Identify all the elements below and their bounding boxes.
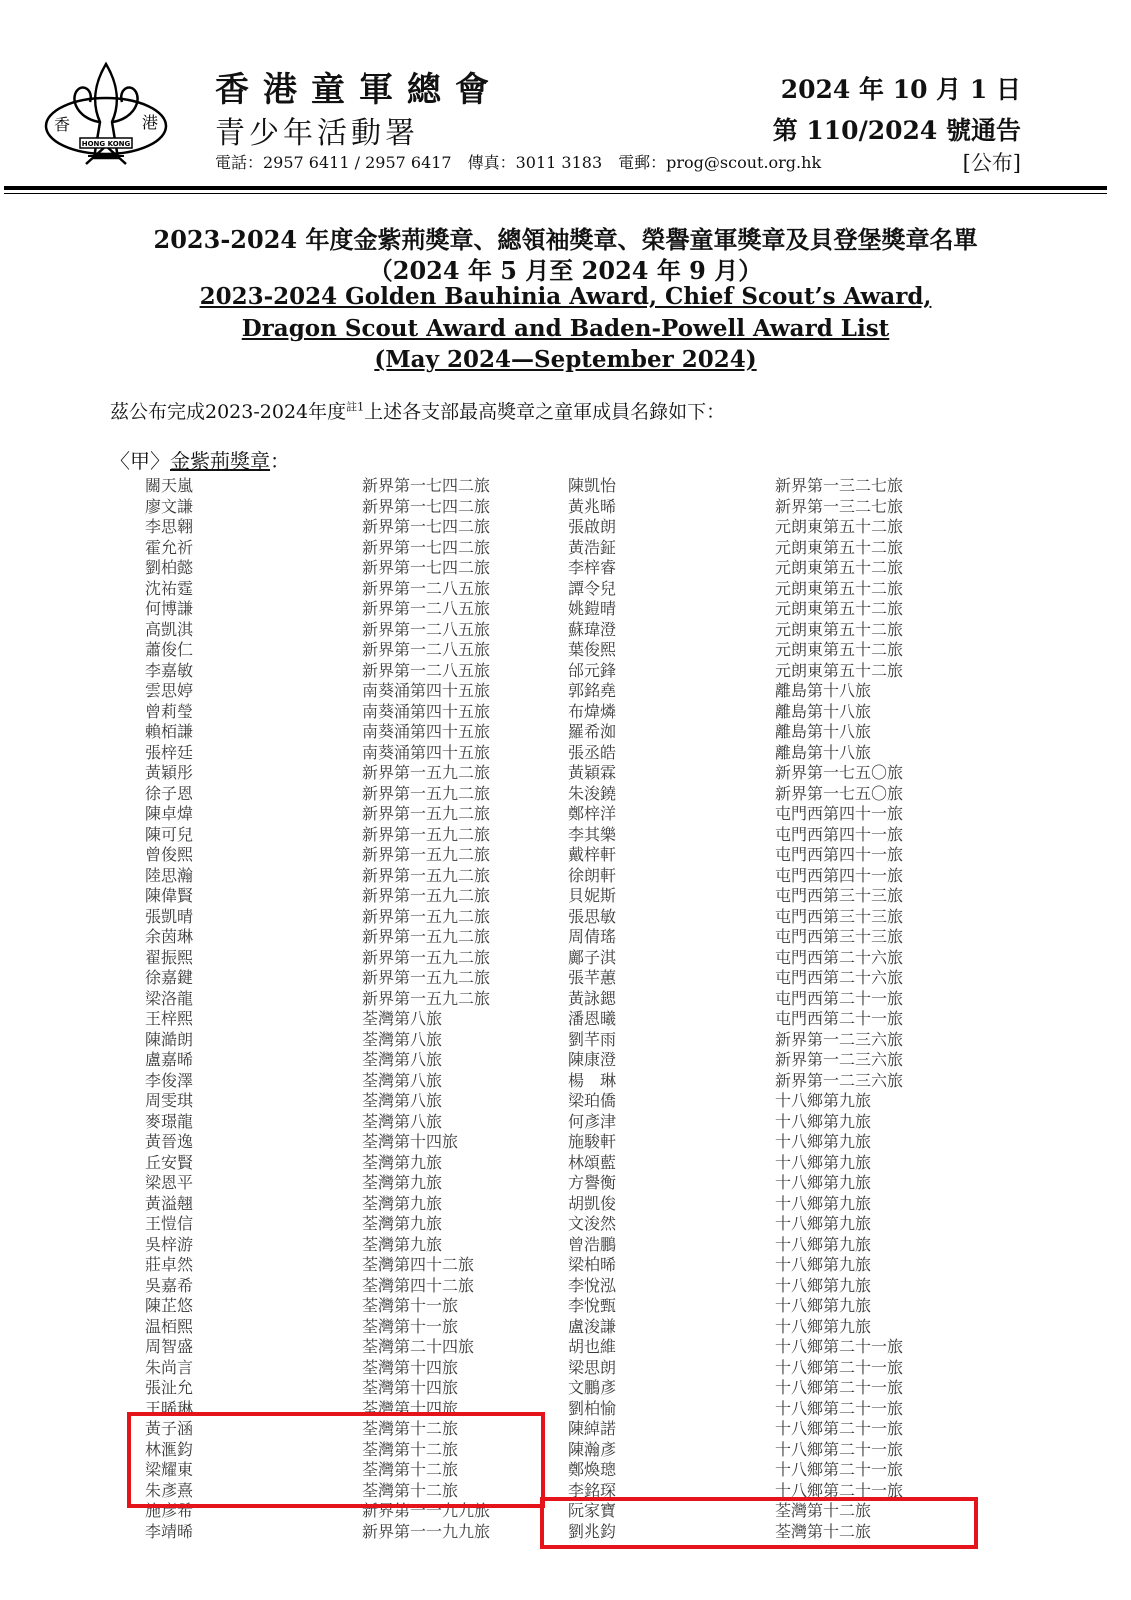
member-name: 李靖晞 [145,1521,194,1541]
table-row [0,1091,1131,1112]
group-name: 十八鄉第二十一旅 [775,1439,904,1459]
group-name: 新界第一五九二旅 [362,763,491,782]
group-name: 新界第一一九九旅 [362,1521,491,1541]
member-name: 李其樂 [568,824,617,844]
group-name: 新界第一二三六旅 [775,1050,904,1069]
scout-logo [42,60,170,178]
table-row [0,825,1131,846]
group-name: 十八鄉第九旅 [775,1296,872,1315]
member-name: 吳梓游 [145,1234,194,1254]
table-row [0,804,1131,825]
member-name: 丘安賢 [145,1152,194,1172]
group-name: 十八鄉第二十一旅 [775,1337,904,1356]
group-name: 新界第一七四二旅 [362,476,491,495]
highlight-box-right [540,1497,978,1549]
member-name: 高凱淇 [145,619,194,639]
table-row [0,948,1131,969]
table-row [0,1235,1131,1256]
group-name: 新界第一五九二旅 [362,845,491,864]
group-name: 離島第十八旅 [775,742,872,762]
member-name: 沈祐霆 [145,578,194,598]
member-name: 李嘉敏 [145,660,194,680]
section-heading: 〈甲〉金紫荊獎章： [110,449,290,473]
group-name: 十八鄉第九旅 [775,1255,872,1274]
note-ref: 註1 [346,400,365,414]
group-name: 荃灣第四十二旅 [362,1255,475,1274]
group-name: 荃灣第十二旅 [362,1419,459,1438]
notice-date: 2024 年 10 月 1 日 [780,75,1021,104]
member-name: 劉柏愉 [568,1398,617,1418]
group-name: 十八鄉第九旅 [775,1234,872,1254]
title-zh-period: （2024 年 5 月至 2024 年 9 月） [368,256,763,285]
table-row [0,1255,1131,1276]
header-divider-thin [4,193,1107,194]
member-name: 林頌藍 [568,1152,617,1172]
table-row [0,702,1131,723]
member-name: 黃詠鍶 [568,988,617,1008]
group-name: 十八鄉第九旅 [775,1152,872,1172]
member-name: 施彥希 [145,1501,194,1520]
group-name: 十八鄉第二十一旅 [775,1419,904,1438]
member-name: 李悅甄 [568,1296,617,1315]
table-row [0,1337,1131,1358]
member-name: 劉兆鈞 [568,1521,617,1541]
table-row [0,1112,1131,1133]
member-name: 李俊澤 [145,1070,194,1090]
member-name: 邰元鋒 [568,660,617,680]
member-name: 鄭煥璁 [568,1460,617,1479]
group-name: 十八鄉第九旅 [775,1091,872,1110]
table-row [0,579,1131,600]
group-name: 元朗東第五十二旅 [775,578,904,598]
member-name: 周倩瑤 [568,927,617,946]
org-name: 香港童軍總會 [215,70,503,110]
member-name: 徐子恩 [145,783,194,803]
table-row [0,784,1131,805]
member-name: 李銘琛 [568,1480,617,1500]
group-name: 荃灣第二十四旅 [362,1337,475,1356]
member-name: 翟振熙 [145,947,194,967]
group-name: 離島第十八旅 [775,701,872,721]
member-name: 朱尚言 [145,1357,194,1377]
group-name: 荃灣第九旅 [362,1173,443,1192]
group-name: 十八鄉第九旅 [775,1275,872,1295]
group-name: 十八鄉第二十一旅 [775,1357,904,1377]
member-name: 施駿軒 [568,1132,617,1151]
group-name: 荃灣第十二旅 [362,1480,459,1500]
group-name: 新界第一二八五旅 [362,660,491,680]
member-name: 王晞琳 [145,1398,194,1418]
group-name: 元朗東第五十二旅 [775,517,904,536]
member-name: 曾俊熙 [145,845,194,864]
group-name: 元朗東第五十二旅 [775,640,904,659]
member-name: 黃浩鉦 [568,537,617,557]
member-name: 余茵琳 [145,927,194,946]
group-name: 荃灣第十二旅 [362,1439,459,1459]
group-name: 元朗東第五十二旅 [775,599,904,618]
member-name: 布煒燐 [568,701,617,721]
member-name: 黃穎霖 [568,763,617,782]
group-name: 元朗東第五十二旅 [775,660,904,680]
member-name: 潘恩曦 [568,1009,617,1028]
highlight-box-left [127,1412,545,1508]
table-row [0,927,1131,948]
table-row [0,743,1131,764]
table-row [0,1194,1131,1215]
group-name: 荃灣第八旅 [362,1091,443,1110]
award-roster [0,476,1131,1542]
member-name: 梁恩平 [145,1173,194,1192]
table-row [0,1214,1131,1235]
group-name: 新界第一五九二旅 [362,804,491,823]
member-name: 胡也維 [568,1337,617,1356]
member-name: 鄺子淇 [568,947,617,967]
member-name: 梁柏晞 [568,1255,617,1274]
table-row [0,845,1131,866]
member-name: 陳綽諾 [568,1419,617,1438]
group-name: 十八鄉第二十一旅 [775,1398,904,1418]
group-name: 荃灣第十四旅 [362,1357,459,1377]
member-name: 黃子涵 [145,1419,194,1438]
table-row [0,620,1131,641]
group-name: 十八鄉第九旅 [775,1214,872,1233]
group-name: 新界第一七四二旅 [362,517,491,536]
member-name: 陳瀚彥 [568,1439,617,1459]
member-name: 李思翱 [145,517,194,536]
group-name: 荃灣第十二旅 [775,1501,872,1520]
member-name: 譚令兒 [568,578,617,598]
member-name: 温栢熙 [145,1316,194,1336]
member-name: 梁思朗 [568,1357,617,1377]
member-name: 黃晉逸 [145,1132,194,1151]
group-name: 屯門西第四十一旅 [775,845,904,864]
notice-number: 第 110/2024 號通告 [772,116,1021,145]
group-name: 荃灣第十四旅 [362,1378,459,1397]
member-name: 周雯琪 [145,1091,194,1110]
group-name: 新界第一二三六旅 [775,1070,904,1090]
group-name: 新界第一二八五旅 [362,619,491,639]
member-name: 賴栢謙 [145,722,194,741]
table-row [0,722,1131,743]
department-name: 青少年活動署 [215,116,419,151]
member-name: 梁耀東 [145,1460,194,1479]
table-row [0,1378,1131,1399]
member-name: 陳澔朗 [145,1029,194,1049]
group-name: 屯門西第三十三旅 [775,906,904,926]
group-name: 荃灣第十四旅 [362,1398,459,1418]
member-name: 張梓廷 [145,742,194,762]
group-name: 荃灣第十一旅 [362,1296,459,1315]
member-name: 陳可兒 [145,824,194,844]
group-name: 離島第十八旅 [775,681,872,700]
group-name: 十八鄉第二十一旅 [775,1378,904,1397]
group-name: 屯門西第三十三旅 [775,886,904,905]
table-row [0,661,1131,682]
member-name: 羅希洳 [568,722,617,741]
logo-char-left: 香 [53,115,71,134]
title-en-line1: 2023-2024 Golden Bauhinia Award, Chief Scout’s Award, [199,283,932,310]
member-name: 王梓熙 [145,1009,194,1028]
member-name: 張凱晴 [145,906,194,926]
group-name: 屯門西第四十一旅 [775,865,904,885]
group-name: 荃灣第十二旅 [775,1521,872,1541]
group-name: 十八鄉第九旅 [775,1111,872,1131]
member-name: 雲思婷 [145,681,194,700]
group-name: 新界第一二八五旅 [362,599,491,618]
group-name: 元朗東第五十二旅 [775,537,904,557]
intro-text: 茲公布完成2023-2024年度$^{註1}$上述各支部最高獎章之童軍成員名錄如下： [110,400,726,423]
group-name: 新界第一七五〇旅 [775,783,904,803]
group-name: 新界第一五九二旅 [362,988,491,1008]
member-name: 林滙鈞 [145,1439,194,1459]
group-name: 屯門西第二十六旅 [775,947,904,967]
group-name: 屯門西第二十六旅 [775,968,904,987]
member-name: 陸思瀚 [145,865,194,885]
member-name: 徐嘉鍵 [145,968,194,987]
member-name: 徐朗軒 [568,865,617,885]
group-name: 荃灣第八旅 [362,1111,443,1131]
group-name: 十八鄉第二十一旅 [775,1460,904,1479]
group-name: 荃灣第八旅 [362,1009,443,1028]
table-row [0,1153,1131,1174]
table-row [0,968,1131,989]
member-name: 霍允祈 [145,537,194,557]
group-name: 新界第一二八五旅 [362,578,491,598]
logo-ribbon-text: HONG KONG [81,140,131,148]
group-name: 新界第一七四二旅 [362,496,491,516]
member-name: 葉俊熙 [568,640,617,659]
member-name: 劉柏懿 [145,558,194,577]
table-row [0,1132,1131,1153]
member-name: 王愷信 [145,1214,194,1233]
member-name: 麥璟龍 [145,1111,194,1131]
group-name: 荃灣第九旅 [362,1152,443,1172]
group-name: 屯門西第四十一旅 [775,804,904,823]
member-name: 張丞皓 [568,742,617,762]
logo-char-right: 港 [141,113,159,132]
table-row [0,1009,1131,1030]
table-row [0,1276,1131,1297]
group-name: 荃灣第十一旅 [362,1316,459,1336]
table-row [0,1296,1131,1317]
group-name: 新界第一七四二旅 [362,537,491,557]
table-row [0,476,1131,497]
group-name: 新界第一五九二旅 [362,783,491,803]
group-name: 南葵涌第四十五旅 [362,742,491,762]
group-name: 新界第一三二七旅 [775,496,904,516]
group-name: 荃灣第九旅 [362,1214,443,1233]
member-name: 文浚然 [568,1214,617,1233]
member-name: 吳嘉希 [145,1275,194,1295]
title-en-period: (May 2024—September 2024) [374,346,757,373]
member-name: 梁珀僑 [568,1091,617,1110]
group-name: 新界第一三二七旅 [775,476,904,495]
table-row [0,886,1131,907]
table-row [0,599,1131,620]
group-name: 南葵涌第四十五旅 [362,722,491,741]
table-row [0,1030,1131,1051]
member-name: 胡凱俊 [568,1193,617,1213]
contact-info: 電話：2957 6411 / 2957 6417 傳真：3011 3183 電郵：prog@scout.org.hk [215,153,822,172]
group-name: 屯門西第四十一旅 [775,824,904,844]
group-name: 荃灣第四十二旅 [362,1275,475,1295]
member-name: 姚鎧晴 [568,599,617,618]
group-name: 十八鄉第二十一旅 [775,1480,904,1500]
member-name: 張啟朗 [568,517,617,536]
member-name: 張思敏 [568,906,617,926]
table-row [0,1071,1131,1092]
member-name: 楊 琳 [568,1070,617,1090]
group-name: 新界第一五九二旅 [362,947,491,967]
member-name: 何博謙 [145,599,194,618]
member-name: 李梓睿 [568,558,617,577]
table-row [0,640,1131,661]
table-row [0,1317,1131,1338]
table-row [0,1050,1131,1071]
member-name: 陳凱怡 [568,476,617,495]
fleur-de-lis-icon [42,60,170,178]
title-zh: 2023-2024 年度金紫荊獎章、總領袖獎章、榮譽童軍獎章及貝登堡獎章名單 [153,225,978,254]
member-name: 劉芊雨 [568,1029,617,1049]
member-name: 陳康澄 [568,1050,617,1069]
member-name: 貝妮斯 [568,886,617,905]
group-name: 新界第一一九九旅 [362,1501,491,1520]
member-name: 關天嵐 [145,476,194,495]
member-name: 郭銘堯 [568,681,617,700]
member-name: 何彥津 [568,1111,617,1131]
table-row [0,517,1131,538]
member-name: 陳偉賢 [145,886,194,905]
member-name: 曾莉瑩 [145,701,194,721]
member-name: 盧嘉晞 [145,1050,194,1069]
group-name: 屯門西第二十一旅 [775,988,904,1008]
table-row [0,558,1131,579]
member-name: 張沚允 [145,1378,194,1397]
member-name: 蕭俊仁 [145,640,194,659]
group-name: 荃灣第八旅 [362,1029,443,1049]
group-name: 南葵涌第四十五旅 [362,701,491,721]
title-en-line2: Dragon Scout Award and Baden-Powell Award List [241,315,890,342]
member-name: 陳芷悠 [145,1296,194,1315]
group-name: 十八鄉第九旅 [775,1132,872,1151]
member-name: 曾浩鵬 [568,1234,617,1254]
table-row [0,989,1131,1010]
group-name: 新界第一五九二旅 [362,824,491,844]
table-row [0,907,1131,928]
table-row [0,1173,1131,1194]
group-name: 荃灣第十二旅 [362,1460,459,1479]
member-name: 梁洛龍 [145,988,194,1008]
group-name: 新界第一二八五旅 [362,640,491,659]
group-name: 新界第一五九二旅 [362,906,491,926]
member-name: 廖文謙 [145,496,194,516]
group-name: 離島第十八旅 [775,722,872,741]
member-name: 陳卓煒 [145,804,194,823]
member-name: 文鵬彥 [568,1378,617,1397]
group-name: 新界第一七五〇旅 [775,763,904,782]
member-name: 盧浚謙 [568,1316,617,1336]
group-name: 新界第一五九二旅 [362,927,491,946]
table-row [0,681,1131,702]
group-name: 屯門西第三十三旅 [775,927,904,946]
group-name: 十八鄉第九旅 [775,1316,872,1336]
member-name: 朱彥熹 [145,1480,194,1500]
member-name: 黃穎彤 [145,763,194,782]
member-name: 張芊蕙 [568,968,617,987]
header-divider [4,186,1107,190]
group-name: 新界第一五九二旅 [362,865,491,885]
group-name: 元朗東第五十二旅 [775,558,904,577]
member-name: 黃兆晞 [568,496,617,516]
table-row [0,497,1131,518]
group-name: 新界第一二三六旅 [775,1029,904,1049]
group-name: 十八鄉第九旅 [775,1173,872,1192]
member-name: 阮家寶 [568,1501,617,1520]
member-name: 李悅泓 [568,1275,617,1295]
group-name: 元朗東第五十二旅 [775,619,904,639]
table-row [0,1358,1131,1379]
member-name: 方譽衡 [568,1173,617,1192]
member-name: 朱浚鐃 [568,783,617,803]
group-name: 荃灣第八旅 [362,1050,443,1069]
member-name: 蘇瑋澄 [568,619,617,639]
table-row [0,866,1131,887]
member-name: 黃溢翹 [145,1193,194,1213]
group-name: 新界第一七四二旅 [362,558,491,577]
group-name: 屯門西第二十一旅 [775,1009,904,1028]
member-name: 周智盛 [145,1337,194,1356]
group-name: 新界第一五九二旅 [362,968,491,987]
member-name: 戴梓軒 [568,845,617,864]
group-name: 荃灣第九旅 [362,1193,443,1213]
table-row [0,763,1131,784]
member-name: 莊卓然 [145,1255,194,1274]
group-name: 十八鄉第九旅 [775,1193,872,1213]
group-name: 新界第一五九二旅 [362,886,491,905]
publish-tag: [公布] [962,151,1021,175]
group-name: 南葵涌第四十五旅 [362,681,491,700]
group-name: 荃灣第八旅 [362,1070,443,1090]
member-name: 鄭梓洋 [568,804,617,823]
table-row [0,538,1131,559]
group-name: 荃灣第十四旅 [362,1132,459,1151]
group-name: 荃灣第九旅 [362,1234,443,1254]
